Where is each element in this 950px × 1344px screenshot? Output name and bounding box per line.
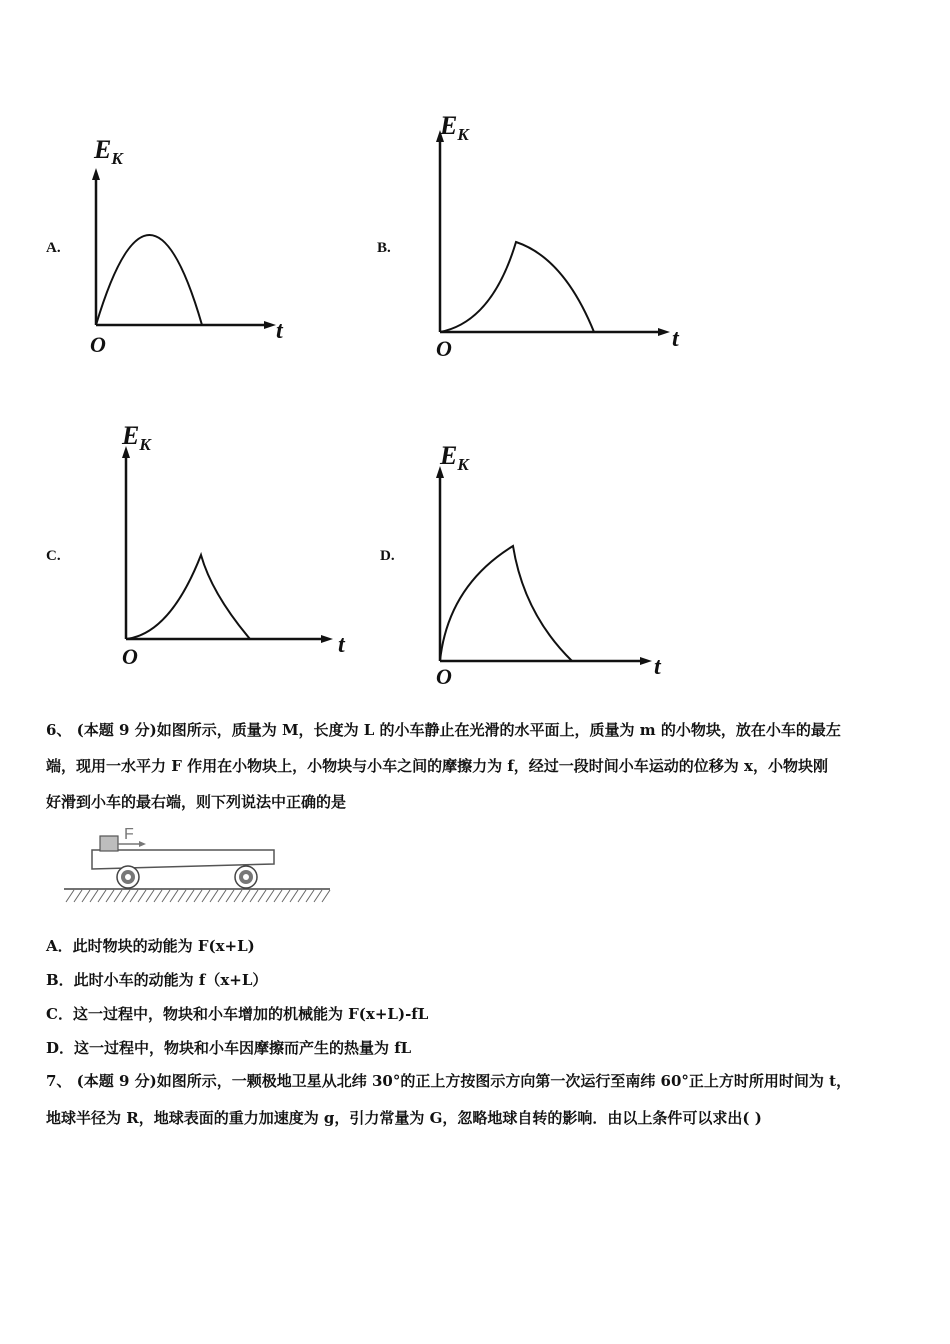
q6-text-line-1: 6、 (本题 9 分)如图所示，质量为 M，长度为 L 的小车静止在光滑的水平面上，质量为 m 的小物块，放在小车的最左	[46, 721, 841, 739]
origin-label: O	[122, 644, 138, 669]
q6-choice-a: A．此时物块的动能为 F(x+L)	[46, 937, 255, 955]
x-axis-label: t	[338, 632, 345, 658]
option-c-label: C.	[46, 548, 61, 564]
graph-option-a	[80, 130, 290, 360]
origin-label: O	[90, 332, 106, 357]
option-a-label: A.	[46, 240, 61, 256]
y-axis-subscript: K	[111, 149, 123, 168]
force-arrow-head-icon	[139, 841, 146, 847]
svg-text:EK	[439, 111, 470, 144]
graph-option-c	[110, 418, 360, 673]
y-axis-label: E	[440, 441, 458, 470]
curve-d	[440, 546, 572, 661]
q7-text-line-1: 7、 (本题 9 分)如图所示，一颗极地卫星从北纬 30°的正上方按图示方向第一次运行至南纬 60°正上方时所用时间为 t，	[46, 1072, 852, 1090]
x-axis-arrow-icon	[640, 657, 652, 665]
curve-a	[96, 235, 202, 325]
q6-choice-b: B．此时小车的动能为 f（x+L）	[46, 971, 268, 989]
block	[100, 836, 118, 851]
x-axis-label: t	[276, 318, 283, 344]
x-axis-label: t	[654, 654, 661, 680]
curve-c	[126, 555, 250, 639]
x-axis-arrow-icon	[658, 328, 670, 336]
y-axis-subscript: K	[457, 125, 469, 144]
x-axis-arrow-icon	[264, 321, 276, 329]
y-axis-label: E	[122, 421, 140, 450]
q6-choice-c: C．这一过程中，物块和小车增加的机械能为 F(x+L)-fL	[46, 1005, 429, 1023]
option-d-label: D.	[380, 548, 395, 564]
svg-text:EK	[93, 135, 124, 168]
wheel-right	[235, 866, 257, 888]
q7-text-line-2: 地球半径为 R，地球表面的重力加速度为 g，引力常量为 G，忽略地球自转的影响．由以上条件可以求出( )	[46, 1109, 762, 1127]
svg-text:EK	[439, 441, 470, 474]
curve-b	[440, 242, 594, 332]
origin-label: O	[436, 664, 452, 689]
option-b-label: B.	[377, 240, 391, 256]
cart-figure	[62, 818, 337, 908]
y-axis-subscript: K	[139, 435, 151, 454]
graph-option-d	[424, 436, 674, 692]
q6-choice-d: D．这一过程中，物块和小车因摩擦而产生的热量为 fL	[46, 1039, 412, 1057]
y-axis-arrow-icon	[92, 168, 100, 180]
force-label: F	[124, 826, 134, 843]
x-axis-label: t	[672, 326, 679, 352]
y-axis-label: E	[440, 111, 458, 140]
graph-option-b	[424, 108, 694, 363]
q6-text-line-2: 端，现用一水平力 F 作用在小物块上，小物块与小车之间的摩擦力为 f，经过一段时间小车运动的位移为 x，小物块刚	[46, 757, 828, 775]
q6-text-line-3: 好滑到小车的最右端，则下列说法中正确的是	[46, 793, 347, 811]
y-axis-subscript: K	[457, 455, 469, 474]
ground-hatching	[66, 890, 330, 902]
origin-label: O	[436, 336, 452, 361]
x-axis-arrow-icon	[321, 635, 333, 643]
svg-text:EK	[121, 421, 152, 454]
y-axis-label: E	[94, 135, 112, 164]
wheel-left	[117, 866, 139, 888]
